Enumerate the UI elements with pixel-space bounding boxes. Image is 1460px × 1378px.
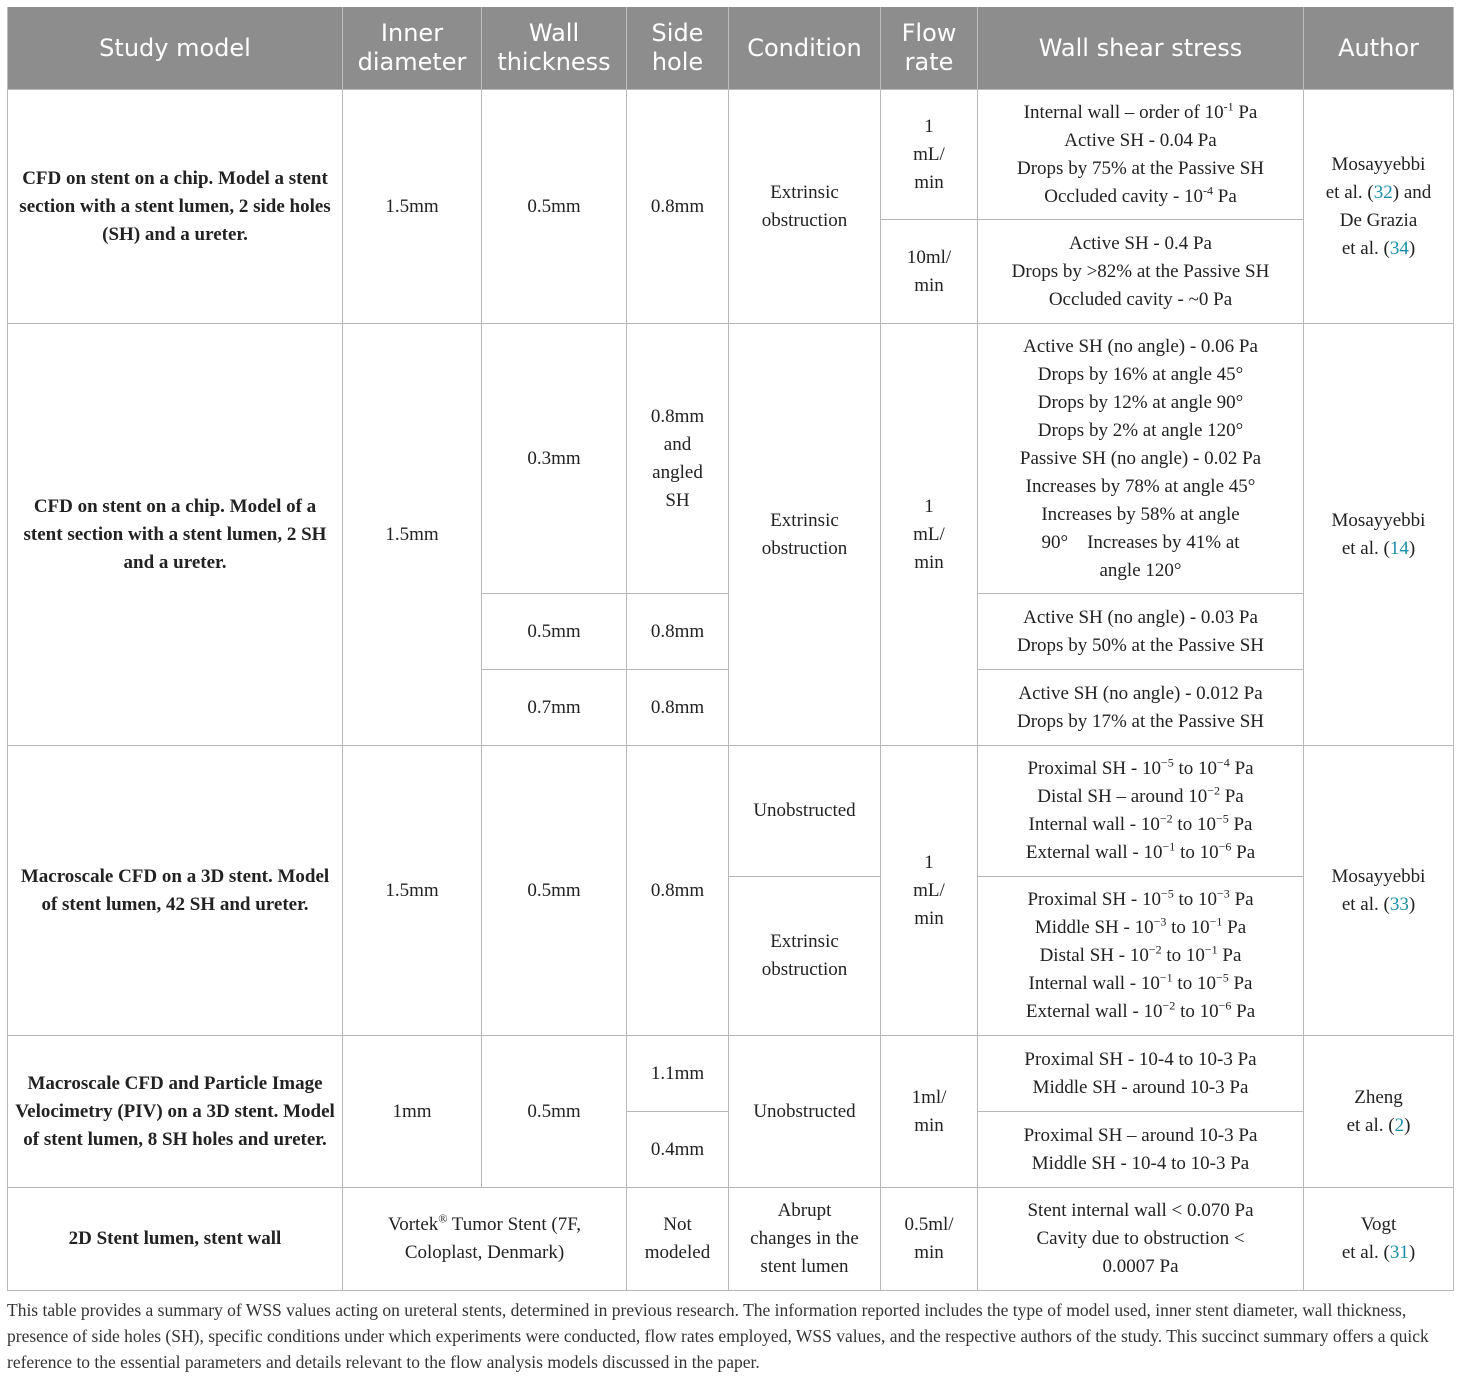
header-row xyxy=(8,7,1454,90)
citation-link[interactable]: 32 xyxy=(1373,181,1393,203)
citation-link[interactable]: 14 xyxy=(1389,537,1409,559)
wall-shear-stress-cell: Proximal SH - $10^{-5}$ to $10^{-4}$ Pa Distal SH – around $10^{-2}$ Pa Internal wall - $10^{-2}$ to $10^{-5}$ Pa External wall - $10^{-1}$ to $10^{-6}$ Pa xyxy=(978,746,1304,877)
wall-shear-stress-cell: Proximal SH - 10-4 to 10-3 Pa Middle SH - around 10-3 Pa xyxy=(978,1036,1304,1112)
header-wall-thickness: Wall thickness xyxy=(482,7,627,90)
header-side-hole: Side hole xyxy=(627,7,729,90)
wss-summary-table xyxy=(7,7,1454,1291)
wall-thickness-cell: 0.5mm xyxy=(482,90,627,324)
flow-rate-cell: 1 mL/ min xyxy=(881,746,978,1036)
wall-shear-stress-cell: Active SH - 0.4 Pa Drops by >82% at the Passive SH Occluded cavity - ~0 Pa xyxy=(978,220,1304,324)
header-condition: Condition xyxy=(729,7,881,90)
wall-shear-stress-cell: Stent internal wall < 0.070 Pa Cavity due to obstruction < 0.0007 Pa xyxy=(978,1188,1304,1291)
wall-thickness-cell: 0.5mm xyxy=(482,1036,627,1188)
inner-diameter-cell: 1.5mm xyxy=(343,746,482,1036)
condition-cell: Unobstructed xyxy=(729,746,881,877)
condition-cell: Extrinsic obstruction xyxy=(729,877,881,1036)
flow-rate-cell: 1 mL/ min xyxy=(881,324,978,746)
wall-thickness-cell: 0.3mm xyxy=(482,324,627,594)
header-author: Author xyxy=(1304,7,1454,90)
wall-thickness-cell: 0.7mm xyxy=(482,670,627,746)
side-hole-cell: 0.8mm xyxy=(627,746,729,1036)
side-hole-cell: 0.8mm xyxy=(627,90,729,324)
inner-diameter-cell: 1mm xyxy=(343,1036,482,1188)
wall-shear-stress-cell: Active SH (no angle) - 0.012 Pa Drops by 17% at the Passive SH xyxy=(978,670,1304,746)
condition-cell: Extrinsic obstruction xyxy=(729,324,881,746)
side-hole-cell: 0.8mm xyxy=(627,670,729,746)
citation-link[interactable]: 33 xyxy=(1389,893,1409,915)
flow-rate-cell: 1 mL/ min xyxy=(881,90,978,220)
wall-thickness-cell: 0.5mm xyxy=(482,594,627,670)
study-model-cell: Macroscale CFD on a 3D stent. Model of stent lumen, 42 SH and ureter. xyxy=(8,746,343,1036)
stent-type-cell: Vortek® Tumor Stent (7F, Coloplast, Denmark) xyxy=(343,1188,627,1291)
wall-shear-stress-cell: Proximal SH - $10^{-5}$ to $10^{-3}$ Pa Middle SH - $10^{-3}$ to $10^{-1}$ Pa Distal SH - $10^{-2}$ to $10^{-1}$ Pa Internal wall - $10^{-1}$ to $10^{-5}$ Pa External wall - $10^{-2}$ to $10^{-6}$ Pa xyxy=(978,877,1304,1036)
table-row xyxy=(8,1188,1454,1291)
side-hole-cell: 0.8mm xyxy=(627,594,729,670)
study-model-cell: CFD on stent on a chip. Model a stent section with a stent lumen, 2 side holes (SH) and a ureter. xyxy=(8,90,343,324)
wall-shear-stress-cell: Active SH (no angle) - 0.06 Pa Drops by 16% at angle 45° Drops by 12% at angle 90° Drops by 2% at angle 120° Passive SH (no angle) - 0.02 Pa Increases by 78% at angle 45° Increases by 58% at angle 90° Increases by 41% at angle 120° xyxy=(978,324,1304,594)
header-study-model: Study model xyxy=(8,7,343,90)
header-flow-rate: Flow rate xyxy=(881,7,978,90)
author-cell: Mosayyebbi et al. (33) xyxy=(1304,746,1454,1036)
table-row xyxy=(8,1036,1454,1112)
table-caption: This table provides a summary of WSS values acting on ureteral stents, determined in previous research. The information reported includes the type of model used, inner stent diameter, wall thickness, presence of side holes (SH), specific conditions under which experiments were conducted, flow rates employed, WSS values, and the respective authors of the study. This succinct summary offers a quick reference to the essential parameters and details relevant to the flow analysis models discussed in the paper. xyxy=(7,1300,1429,1372)
wall-shear-stress-cell: Active SH (no angle) - 0.03 Pa Drops by 50% at the Passive SH xyxy=(978,594,1304,670)
condition-cell: Extrinsic obstruction xyxy=(729,90,881,324)
side-hole-cell: Not modeled xyxy=(627,1188,729,1291)
author-cell: Vogt et al. (31) xyxy=(1304,1188,1454,1291)
author-cell: Mosayyebbi et al. (14) xyxy=(1304,324,1454,746)
side-hole-cell: 0.8mm and angled SH xyxy=(627,324,729,594)
citation-link[interactable]: 31 xyxy=(1389,1242,1409,1263)
study-model-cell: 2D Stent lumen, stent wall xyxy=(8,1188,343,1291)
side-hole-cell: 1.1mm xyxy=(627,1036,729,1112)
flow-rate-cell: 10ml/ min xyxy=(881,220,978,324)
study-model-cell: Macroscale CFD and Particle Image Velocimetry (PIV) on a 3D stent. Model of stent lumen, 8 SH holes and ureter. xyxy=(8,1036,343,1188)
condition-cell: Unobstructed xyxy=(729,1036,881,1188)
table-row xyxy=(8,90,1454,220)
citation-link[interactable]: 34 xyxy=(1389,237,1409,259)
inner-diameter-cell: 1.5mm xyxy=(343,90,482,324)
table-row xyxy=(8,746,1454,877)
study-model-cell: CFD on stent on a chip. Model of a stent section with a stent lumen, 2 SH and a ureter. xyxy=(8,324,343,746)
author-cell: Mosayyebbi et al. (32) and De Grazia et al. (34) xyxy=(1304,90,1454,324)
author-cell: Zheng et al. (2) xyxy=(1304,1036,1454,1188)
wall-thickness-cell: 0.5mm xyxy=(482,746,627,1036)
wall-shear-stress-cell: Proximal SH – around 10-3 Pa Middle SH - 10-4 to 10-3 Pa xyxy=(978,1112,1304,1188)
inner-diameter-cell: 1.5mm xyxy=(343,324,482,746)
table-row xyxy=(8,324,1454,594)
wall-shear-stress-cell: Internal wall – order of $10^{-1}$ Pa Active SH - 0.04 Pa Drops by 75% at the Passive SH Occluded cavity - $10^{-4}$ Pa xyxy=(978,90,1304,220)
header-wall-shear-stress: Wall shear stress xyxy=(978,7,1304,90)
flow-rate-cell: 0.5ml/ min xyxy=(881,1188,978,1291)
citation-link[interactable]: 2 xyxy=(1394,1114,1405,1136)
header-inner-diameter: Inner diameter xyxy=(343,7,482,90)
condition-cell: Abrupt changes in the stent lumen xyxy=(729,1188,881,1291)
flow-rate-cell: 1ml/ min xyxy=(881,1036,978,1188)
side-hole-cell: 0.4mm xyxy=(627,1112,729,1188)
